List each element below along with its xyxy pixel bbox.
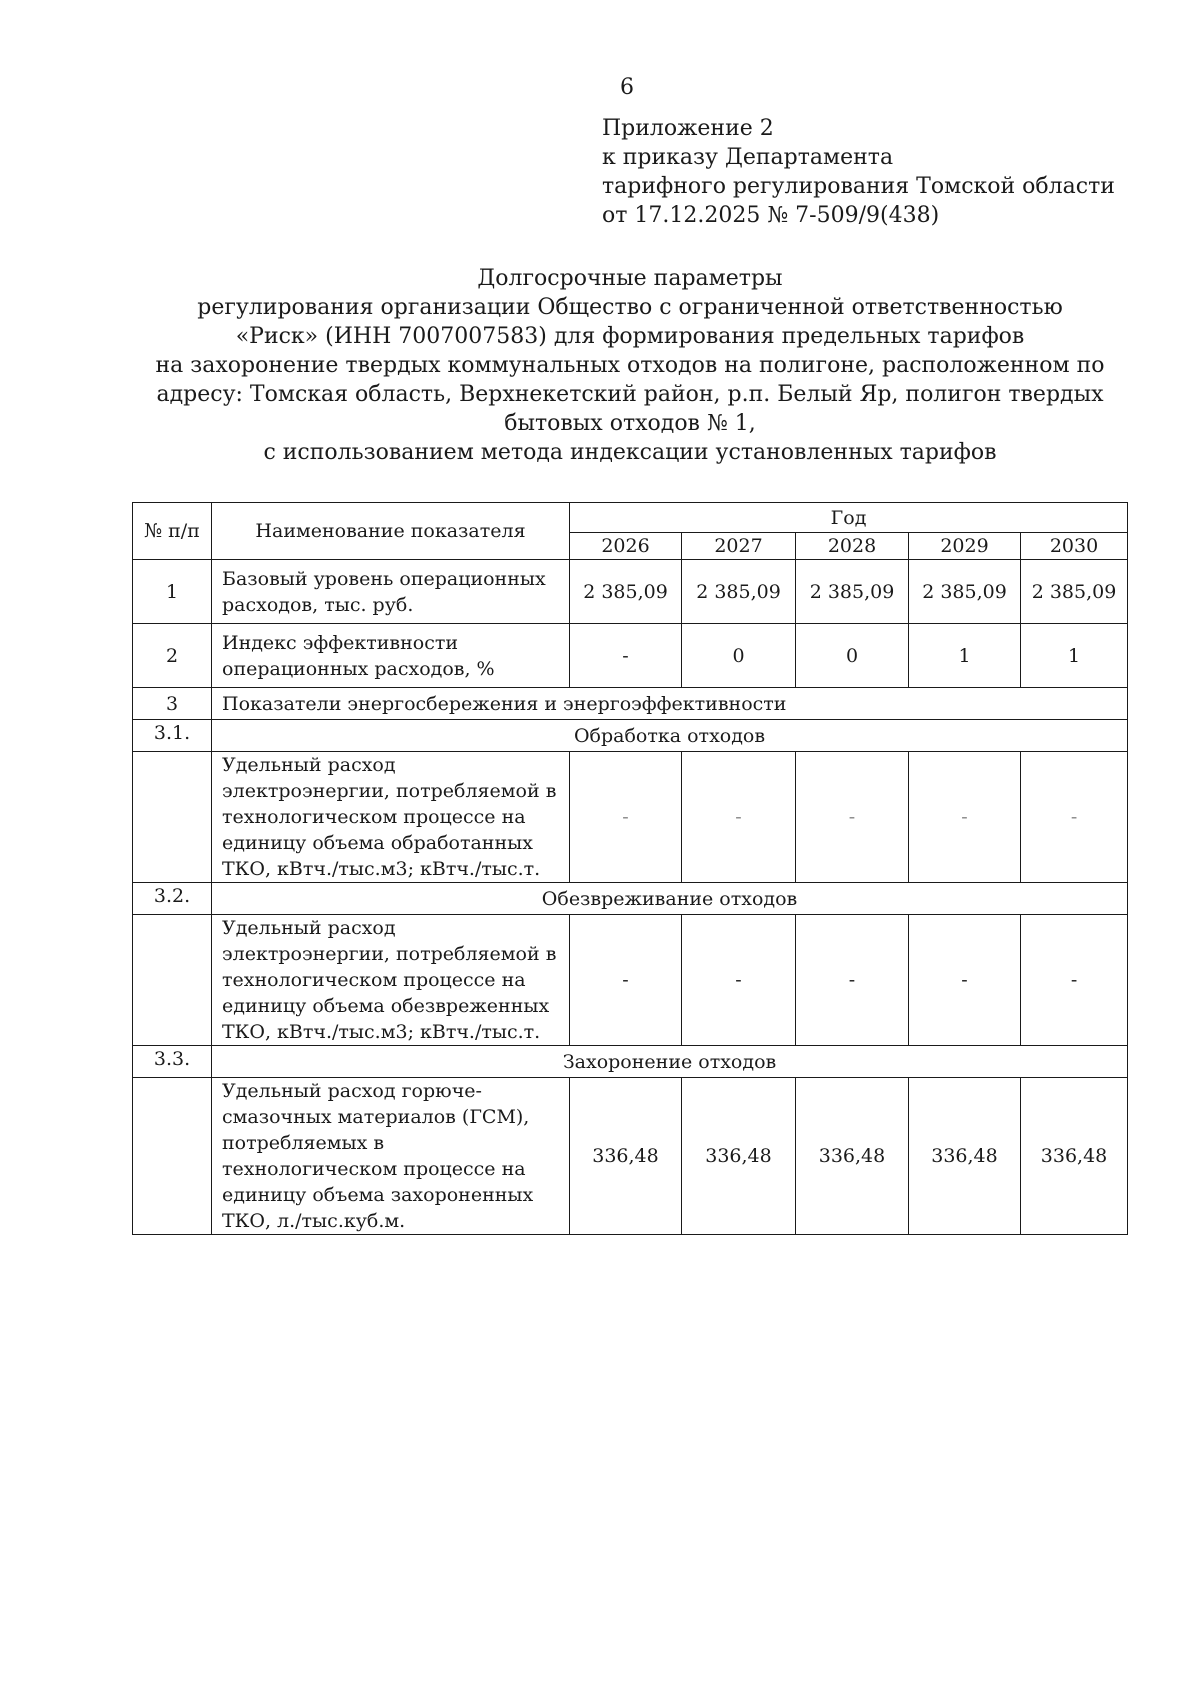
- row-value: 336,48: [1021, 1078, 1128, 1235]
- row-value: 1: [1021, 624, 1128, 688]
- row-num: 2: [133, 624, 212, 688]
- row-value: 336,48: [682, 1078, 796, 1235]
- row-value: -: [1021, 915, 1128, 1046]
- header-row: [133, 503, 1128, 533]
- title-line: адресу: Томская область, Верхнекетский район, р.п. Белый Яр, полигон твердых: [156, 382, 1104, 407]
- table-row: [133, 752, 1128, 883]
- appendix-line: к приказу Департамента: [602, 145, 894, 170]
- row-value: -: [796, 752, 909, 883]
- row-value: -: [570, 752, 682, 883]
- row-value: 0: [682, 624, 796, 688]
- table-row: [133, 720, 1128, 752]
- row-value: 336,48: [796, 1078, 909, 1235]
- row-num: 3: [133, 688, 212, 720]
- appendix-block: [602, 114, 1115, 230]
- header-year: 2026: [570, 533, 682, 560]
- row-value: -: [570, 915, 682, 1046]
- table-row: [133, 883, 1128, 915]
- row-value: 1: [909, 624, 1021, 688]
- row-num: 3.3.: [133, 1046, 212, 1078]
- row-value: -: [1021, 752, 1128, 883]
- row-num-empty: [133, 752, 212, 883]
- row-value: 2 385,09: [796, 560, 909, 624]
- row-num: 1: [133, 560, 212, 624]
- row-name: Удельный расход электроэнергии, потребляемой в технологическом процессе на единицу объема обезвреженных ТКО, кВтч./тыс.м3; кВтч./тыс.т.: [212, 915, 570, 1046]
- header-year: 2027: [682, 533, 796, 560]
- row-num: 3.2.: [133, 883, 212, 915]
- subsection-heading: Обработка отходов: [212, 720, 1128, 752]
- header-year: 2029: [909, 533, 1021, 560]
- row-value: -: [909, 915, 1021, 1046]
- subsection-heading: Захоронение отходов: [212, 1046, 1128, 1078]
- table-row: [133, 688, 1128, 720]
- title-line: Долгосрочные параметры: [477, 266, 783, 291]
- header-name: Наименование показателя: [212, 503, 570, 560]
- subsection-heading: Обезвреживание отходов: [212, 883, 1128, 915]
- table-row: [133, 560, 1128, 624]
- row-num-empty: [133, 1078, 212, 1235]
- title-line: бытовых отходов № 1,: [504, 411, 756, 436]
- appendix-line: Приложение 2: [602, 116, 774, 141]
- title-line: с использованием метода индексации установленных тарифов: [263, 440, 997, 465]
- row-value: -: [570, 624, 682, 688]
- appendix-line: от 17.12.2025 № 7-509/9(438): [602, 203, 940, 228]
- table-row: [133, 915, 1128, 1046]
- table-row: [133, 624, 1128, 688]
- appendix-line: тарифного регулирования Томской области: [602, 174, 1115, 199]
- row-value: 336,48: [570, 1078, 682, 1235]
- header-year: 2028: [796, 533, 909, 560]
- header-year-group: Год: [570, 503, 1128, 533]
- row-value: 0: [796, 624, 909, 688]
- header-year: 2030: [1021, 533, 1128, 560]
- document-title: [100, 264, 1160, 467]
- row-name: Удельный расход электроэнергии, потребляемой в технологическом процессе на единицу объема обработанных ТКО, кВтч./тыс.м3; кВтч./тыс.т.: [212, 752, 570, 883]
- table-row: [133, 1078, 1128, 1235]
- row-value: 2 385,09: [682, 560, 796, 624]
- title-line: регулирования организации Общество с ограниченной ответственностью: [197, 295, 1063, 320]
- table-row: [133, 1046, 1128, 1078]
- parameters-table: [132, 502, 1128, 1235]
- row-name: Базовый уровень операционных расходов, тыс. руб.: [212, 560, 570, 624]
- row-value: 2 385,09: [1021, 560, 1128, 624]
- row-value: -: [909, 752, 1021, 883]
- row-value: 2 385,09: [570, 560, 682, 624]
- row-num: 3.1.: [133, 720, 212, 752]
- header-num: № п/п: [133, 503, 212, 560]
- row-value: -: [682, 915, 796, 1046]
- row-name: Удельный расход горюче-смазочных материалов (ГСМ), потребляемых в технологическом процессе на единицу объема захороненных ТКО, л./тыс.куб.м.: [212, 1078, 570, 1235]
- title-line: «Риск» (ИНН 7007007583) для формирования предельных тарифов: [235, 324, 1025, 349]
- row-name: Индекс эффективности операционных расходов, %: [212, 624, 570, 688]
- row-value: 2 385,09: [909, 560, 1021, 624]
- row-value: -: [682, 752, 796, 883]
- page-number: 6: [620, 75, 634, 100]
- title-line: на захоронение твердых коммунальных отходов на полигоне, расположенном по: [155, 353, 1105, 378]
- row-num-empty: [133, 915, 212, 1046]
- section-heading: Показатели энергосбережения и энергоэффективности: [212, 688, 1128, 720]
- row-value: -: [796, 915, 909, 1046]
- row-value: 336,48: [909, 1078, 1021, 1235]
